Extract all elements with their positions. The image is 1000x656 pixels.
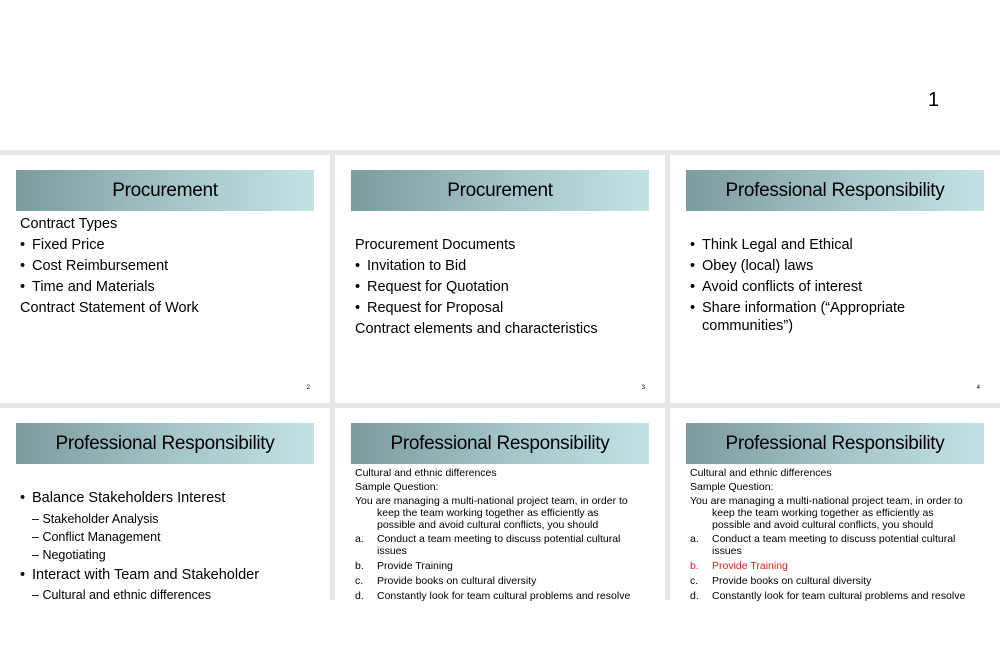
slide-title: Procurement	[351, 170, 649, 211]
sub-item-text: Cultural and ethnic differences	[42, 588, 212, 602]
question-text: possible and avoid cultural conflicts, you should	[377, 519, 599, 531]
option-label: a.	[690, 533, 699, 545]
slide-title: Professional Responsibility	[16, 423, 314, 464]
bullet-item: • Think Legal and Ethical	[690, 236, 853, 254]
option-d	[355, 590, 631, 602]
option-a-cont: issues	[377, 545, 407, 557]
slide-title: Professional Responsibility	[686, 423, 984, 464]
option-text: Provide Training	[712, 560, 788, 572]
option-label: d.	[355, 590, 364, 602]
sub-item: – Stakeholder Analysis	[32, 512, 159, 526]
option-text: Constantly look for team cultural problems and resolve	[712, 590, 966, 602]
option-b	[355, 560, 453, 572]
slide-title: Professional Responsibility	[351, 423, 649, 464]
text-line: Sample Question:	[690, 481, 774, 493]
option-label: c.	[355, 575, 364, 587]
sub-item: – Cultural and ethnic differences	[32, 588, 212, 602]
bullet-item: • Request for Quotation	[355, 278, 509, 296]
question-text: You are managing a multi-national project team, in order to	[690, 495, 963, 507]
slide-grid	[0, 150, 1000, 600]
option-text: Provide books on cultural diversity	[712, 575, 872, 587]
text-line: Sample Question:	[355, 481, 439, 493]
slide-number: 3	[641, 385, 645, 391]
bullet-item: • Obey (local) laws	[690, 257, 813, 275]
option-text: Provide books on cultural diversity	[377, 575, 537, 587]
sub-item: – Conflict Management	[32, 530, 161, 544]
text-line: Cultural and ethnic differences	[355, 467, 497, 479]
sub-item-text: Negotiating	[42, 548, 106, 562]
text-line: Cultural and ethnic differences	[690, 467, 832, 479]
question-text: keep the team working together as efficiently as	[377, 507, 599, 519]
option-label: b.	[355, 560, 364, 572]
option-a	[690, 533, 956, 545]
option-b-correct	[690, 560, 788, 572]
slide-title: Professional Responsibility	[686, 170, 984, 211]
option-label: c.	[690, 575, 699, 587]
option-label: a.	[355, 533, 364, 545]
slide-number: 4	[976, 385, 980, 391]
slide-procurement-documents[interactable]	[335, 155, 665, 403]
bullet-item: • Balance Stakeholders Interest	[20, 489, 225, 507]
page-number: 1	[928, 89, 940, 111]
bullet-item: • Avoid conflicts of interest	[690, 278, 862, 296]
option-text: Conduct a team meeting to discuss potential cultural	[377, 533, 621, 545]
sub-item: – Negotiating	[32, 548, 106, 562]
text-line: Contract Statement of Work	[20, 300, 199, 316]
title-slide-area	[0, 0, 1000, 150]
option-text: Constantly look for team cultural problems and resolve	[377, 590, 631, 602]
sub-item-text: Stakeholder Analysis	[42, 512, 159, 526]
text-line: Contract elements and characteristics	[355, 321, 598, 337]
option-label: d.	[690, 590, 699, 602]
option-d	[690, 590, 966, 602]
bullet-item: • Time and Materials	[20, 278, 155, 296]
bullet-item: • Invitation to Bid	[355, 257, 466, 275]
text-line: Procurement Documents	[355, 237, 516, 253]
slide-sample-question[interactable]	[335, 408, 665, 656]
text-line: Contract Types	[20, 216, 118, 232]
slide-title: Procurement	[16, 170, 314, 211]
option-c	[355, 575, 537, 587]
question-text: keep the team working together as efficiently as	[712, 507, 934, 519]
question-text: You are managing a multi-national project team, in order to	[355, 495, 628, 507]
option-text: Provide Training	[377, 560, 453, 572]
bullet-item: • Request for Proposal	[355, 299, 503, 317]
bullet-item: • Share information (“Appropriate communities”)	[690, 299, 982, 335]
sub-item-text: Conflict Management	[42, 530, 161, 544]
option-text: Conduct a team meeting to discuss potential cultural	[712, 533, 956, 545]
slide-sample-question-answer[interactable]	[670, 408, 1000, 656]
question-text: possible and avoid cultural conflicts, you should	[712, 519, 934, 531]
bullet-item: • Interact with Team and Stakeholder	[20, 566, 259, 584]
bullet-item: • Cost Reimbursement	[20, 257, 168, 275]
bullet-item: • Fixed Price	[20, 236, 105, 254]
slide-professional-responsibility-stakeholders[interactable]	[0, 408, 330, 656]
option-c	[690, 575, 872, 587]
option-a	[355, 533, 621, 545]
option-a-cont: issues	[712, 545, 742, 557]
slide-number: 2	[306, 385, 310, 391]
slide-professional-responsibility-ethics[interactable]	[670, 155, 1000, 403]
slide-procurement-contract-types[interactable]	[0, 155, 330, 403]
option-label: b.	[690, 560, 699, 572]
